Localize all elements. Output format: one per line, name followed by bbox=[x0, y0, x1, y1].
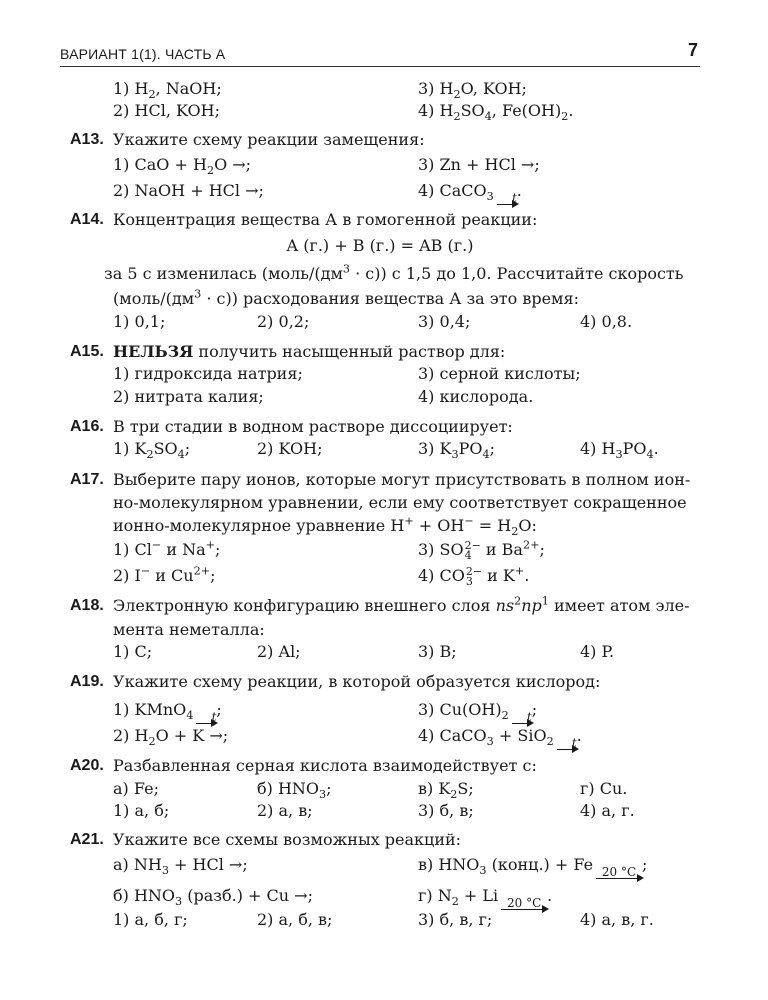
a21-option-1: 1) а, б, г; bbox=[113, 910, 188, 929]
question-text-a19: Укажите схему реакции, в которой образуется кислород: bbox=[113, 672, 601, 691]
a19-option-1: 1) KMnO$_4$ t ; bbox=[113, 700, 222, 724]
a19-option-2: 2) $H_2O + K$ →; bbox=[113, 726, 229, 749]
a13-option-1: 1) CaO + $H_2O$ →; bbox=[113, 155, 252, 178]
a20-substance-a: а) Fe; bbox=[113, 779, 159, 798]
question-number-a13: А13. bbox=[70, 131, 104, 148]
question-text-a16: В три стадии в водном растворе диссоциирует: bbox=[113, 417, 513, 436]
a20-option-1: 1) а, б; bbox=[113, 801, 170, 820]
prev-option-1: 1) $H_2$, NaOH; bbox=[113, 79, 222, 102]
a17-text-line-2: но-молекулярном уравнении, если ему соответствует сокращенное bbox=[113, 493, 687, 512]
a21-option-4: 4) а, в, г. bbox=[580, 910, 654, 929]
question-text-a15: НЕЛЬЗЯ получить насыщенный раствор для: bbox=[113, 342, 506, 361]
heat-arrow-icon: t bbox=[557, 737, 577, 751]
question-number-a17: А17. bbox=[70, 471, 104, 488]
a20-substance-g: г) Cu. bbox=[580, 779, 628, 798]
a14-equation: A (г.) + B (г.) = AB (г.) bbox=[286, 236, 474, 255]
prev-option-2: 2) HCl, KOH; bbox=[113, 101, 220, 120]
question-number-a16: А16. bbox=[70, 418, 104, 435]
a21-option-2: 2) а, б, в; bbox=[257, 910, 333, 929]
a15-option-2: 2) нитрата калия; bbox=[113, 387, 264, 406]
a15-option-4: 4) кислорода. bbox=[418, 387, 534, 406]
heat-arrow-icon: t bbox=[497, 192, 517, 206]
a13-option-2: 2) NaOH + HCl →; bbox=[113, 181, 264, 200]
a14-option-4: 4) 0,8. bbox=[580, 312, 633, 331]
a15-option-1: 1) гидроксида натрия; bbox=[113, 364, 303, 383]
question-text-a14: Концентрация вещества А в гомогенной реакции: bbox=[113, 210, 538, 229]
a21-scheme-a: а) $NH_3$ + HCl →; bbox=[113, 855, 248, 878]
temperature-arrow-icon: 20 °C bbox=[501, 897, 547, 911]
prev-option-4: 4) $H_2SO_4$, $Fe(OH)_2$. bbox=[418, 101, 574, 124]
a17-text-line-1: Выберите пару ионов, которые могут присутствовать в полном ион- bbox=[113, 470, 691, 489]
a17-text-line-3: ионно-молекулярное уравнение $H^+ + OH^- = H_2O$: bbox=[113, 514, 537, 539]
a21-scheme-b: б) $HNO_3$ (разб.) + Cu →; bbox=[113, 886, 313, 909]
question-number-a19: А19. bbox=[70, 673, 104, 690]
a18-option-2: 2) Al; bbox=[257, 642, 301, 661]
a19-option-3: 3) $Cu(OH)_2$ t ; bbox=[418, 700, 538, 724]
a18-option-4: 4) P. bbox=[580, 642, 615, 661]
a18-text-line-1: Электронную конфигурацию внешнего слоя $ns^2np^1$ имеет атом эле- bbox=[113, 594, 690, 615]
a17-option-4: 4) CO 2− 3 и K+. bbox=[418, 564, 530, 588]
a17-option-3: 3) SO 2− 4 и $Ba^{2+}$; bbox=[418, 538, 545, 562]
question-text-a13: Укажите схему реакции замещения: bbox=[113, 130, 425, 149]
a13-option-4: 4) CaCO$_3$ t . bbox=[418, 181, 522, 205]
a19-option-4: 4) CaCO$_3$ + SiO$_2$ t . bbox=[418, 726, 582, 750]
question-number-a18: А18. bbox=[70, 597, 104, 614]
a14-text-line-2: за 5 с изменилась $(моль/(дм^3 \cdot с))$ с 1,5 до 1,0. Рассчитайте скорость bbox=[104, 262, 684, 283]
a21-scheme-v: в) $HNO_3$ (конц.) + Fe 20 °C ; bbox=[418, 855, 648, 879]
a14-text-line-3: $(моль/(дм^3 \cdot с))$ расходования вещества А за это время: bbox=[113, 287, 579, 308]
a14-option-1: 1) 0,1; bbox=[113, 312, 166, 331]
page-number: 7 bbox=[687, 40, 698, 60]
question-text-a21: Укажите все схемы возможных реакций: bbox=[113, 830, 462, 849]
prev-option-3: 3) $H_2O$, KOH; bbox=[418, 79, 527, 102]
a17-option-2: 2) I− и $Cu^{2+}$; bbox=[113, 564, 216, 585]
a20-option-2: 2) а, в; bbox=[257, 801, 313, 820]
question-number-a14: А14. bbox=[70, 211, 104, 228]
a20-option-4: 4) а, г. bbox=[580, 801, 635, 820]
section-title: ВАРИАНТ 1(1). ЧАСТЬ А bbox=[60, 46, 226, 62]
a20-substance-v: в) $K_2S$; bbox=[418, 779, 474, 802]
a18-option-1: 1) C; bbox=[113, 642, 153, 661]
a18-text-line-2: мента неметалла: bbox=[113, 620, 265, 639]
a21-scheme-g: г) $N_2 + Li$ 20 °C . bbox=[418, 886, 553, 910]
a20-option-3: 3) б, в; bbox=[418, 801, 474, 820]
question-number-a21: А21. bbox=[70, 831, 104, 848]
question-number-a15: А15. bbox=[70, 343, 104, 360]
a13-option-3: 3) Zn + HCl →; bbox=[418, 155, 540, 174]
a18-option-3: 3) B; bbox=[418, 642, 457, 661]
a14-option-3: 3) 0,4; bbox=[418, 312, 471, 331]
question-text-a20: Разбавленная серная кислота взаимодействует с: bbox=[113, 756, 537, 775]
heat-arrow-icon: t bbox=[512, 711, 532, 725]
a15-option-3: 3) серной кислоты; bbox=[418, 364, 581, 383]
temperature-arrow-icon: 20 °C bbox=[596, 866, 642, 880]
heat-arrow-icon: t bbox=[196, 711, 216, 725]
a21-option-3: 3) б, в, г; bbox=[418, 910, 493, 929]
a16-option-4: 4) $H_3PO_4$. bbox=[580, 439, 659, 462]
a16-option-2: 2) KOH; bbox=[257, 439, 323, 458]
a14-option-2: 2) 0,2; bbox=[257, 312, 310, 331]
a17-option-1: 1) Cl− и Na+; bbox=[113, 538, 221, 559]
question-number-a20: А20. bbox=[70, 757, 104, 774]
a20-substance-b: б) $HNO_3$; bbox=[257, 779, 332, 802]
a16-option-1: 1) $K_2SO_4$; bbox=[113, 439, 191, 462]
a16-option-3: 3) $K_3PO_4$; bbox=[418, 439, 495, 462]
